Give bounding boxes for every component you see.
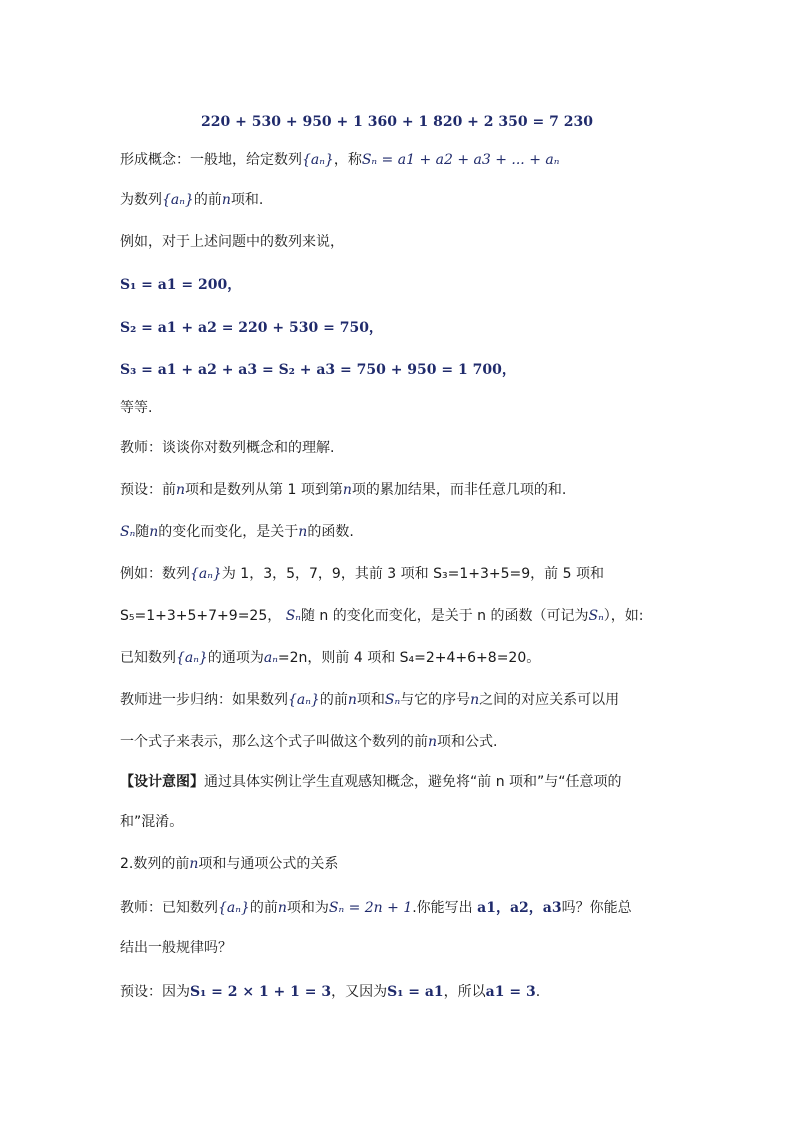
text: 项和 bbox=[356, 692, 385, 708]
design-intent-line-2: 和”混淆。 bbox=[120, 814, 184, 830]
text: 项和公式. bbox=[437, 734, 498, 750]
n-symbol: n bbox=[428, 734, 438, 750]
text: 2.数列的前 bbox=[120, 856, 190, 872]
etc-line: 等等. bbox=[120, 400, 153, 416]
sum-equation: 220 + 530 + 950 + 1 360 + 1 820 + 2 350 = 7 230 bbox=[201, 114, 593, 130]
n-symbol: n bbox=[347, 692, 357, 708]
text: 之间的对应关系可以用 bbox=[479, 692, 620, 708]
definition-line-2 bbox=[120, 190, 263, 210]
teacher-question-2-cont: 结出一般规律吗？ bbox=[120, 940, 232, 956]
example-line-2 bbox=[120, 606, 643, 626]
preset-line bbox=[120, 480, 566, 500]
text: 例如：数列 bbox=[120, 566, 190, 582]
example-intro: 例如，对于上述问题中的数列来说， bbox=[120, 234, 344, 250]
formula: a1 = 3 bbox=[485, 984, 536, 1000]
sequence-symbol: {aₙ} bbox=[218, 900, 250, 916]
text: 的通项为 bbox=[207, 650, 264, 666]
s2-equation: S₂ = a1 + a2 = 220 + 530 = 750， bbox=[120, 320, 383, 336]
n-symbol: n bbox=[221, 192, 231, 208]
an-symbol: aₙ bbox=[263, 650, 278, 666]
teacher-summary-2 bbox=[120, 732, 497, 752]
text: 项和为 bbox=[286, 900, 329, 916]
text: 的前 bbox=[249, 900, 278, 916]
n-symbol: n bbox=[342, 482, 352, 498]
text: 吗？你能总 bbox=[561, 900, 632, 916]
design-intent-label: 【设计意图】 bbox=[120, 774, 204, 790]
sequence-symbol: {aₙ} bbox=[190, 566, 222, 582]
function-line bbox=[120, 522, 354, 542]
text: 为 1，3，5，7，9，其前 3 项和 S₃=1+3+5=9，前 5 项和 bbox=[221, 566, 604, 582]
teacher-summary-1 bbox=[120, 690, 619, 710]
text: 一个式子来表示，那么这个式子叫做这个数列的前 bbox=[120, 734, 428, 750]
sn-symbol: Sₙ bbox=[120, 524, 136, 540]
text: . bbox=[535, 984, 541, 1000]
sn-symbol: Sₙ bbox=[285, 608, 301, 624]
teacher-question: 教师：谈谈你对数列概念和的理解. bbox=[120, 440, 335, 456]
s3-equation: S₃ = a1 + a2 + a3 = S₂ + a3 = 750 + 950 = 1 700， bbox=[120, 362, 516, 378]
example-line-3 bbox=[120, 648, 540, 668]
text: ），如: bbox=[603, 608, 644, 624]
text: 随 n 的变化而变化，是关于 n 的函数（可记为 bbox=[300, 608, 589, 624]
text: 的前 bbox=[193, 192, 222, 208]
text: ，又因为 bbox=[331, 984, 388, 1000]
text: 项的累加结果，而非任意几项的和. bbox=[351, 482, 567, 498]
sn-symbol: Sₙ bbox=[588, 608, 604, 624]
terms: a1，a2，a3 bbox=[477, 900, 562, 916]
s1-equation: S₁ = a1 = 200， bbox=[120, 277, 242, 293]
formula: S₁ = 2 × 1 + 1 = 3 bbox=[190, 984, 332, 1000]
text: 预设：因为 bbox=[120, 984, 190, 1000]
sequence-symbol: {aₙ} bbox=[162, 192, 194, 208]
text: 随 bbox=[135, 524, 150, 540]
sequence-symbol: {aₙ} bbox=[176, 650, 208, 666]
n-symbol: n bbox=[470, 692, 480, 708]
text: 的前 bbox=[319, 692, 348, 708]
sequence-symbol: {aₙ} bbox=[288, 692, 320, 708]
n-symbol: n bbox=[277, 900, 287, 916]
concept-definition-line bbox=[120, 150, 559, 170]
text: ，称 bbox=[333, 152, 362, 168]
design-intent-line-1 bbox=[120, 772, 622, 792]
text: 项和与通项公式的关系 bbox=[198, 856, 339, 872]
text: S₅=1+3+5+7+9=25， bbox=[120, 608, 282, 624]
text: 的函数. bbox=[307, 524, 354, 540]
text: 的变化而变化，是关于 bbox=[158, 524, 299, 540]
text: 与它的序号 bbox=[400, 692, 471, 708]
n-symbol: n bbox=[149, 524, 159, 540]
text: 通过具体实例让学生直观感知概念，避免将“前 n 项和”与“任意项的 bbox=[204, 774, 622, 790]
text: 项和. bbox=[230, 192, 264, 208]
n-symbol: n bbox=[298, 524, 308, 540]
text: 预设：前 bbox=[120, 482, 176, 498]
example-line-1 bbox=[120, 564, 604, 584]
text: 形成概念：一般地，给定数列 bbox=[120, 152, 302, 168]
text: .你能写出 bbox=[412, 900, 473, 916]
n-symbol: n bbox=[189, 856, 199, 872]
formula: S₁ = a1 bbox=[387, 984, 444, 1000]
teacher-question-2 bbox=[120, 898, 632, 918]
sequence-symbol: {aₙ} bbox=[302, 152, 334, 168]
sn-symbol: Sₙ bbox=[384, 692, 401, 708]
n-symbol: n bbox=[176, 482, 186, 498]
text: =2n，则前 4 项和 S₄=2+4+6+8=20。 bbox=[277, 650, 541, 666]
sum-formula: Sₙ = 2n + 1 bbox=[328, 900, 413, 916]
text: 已知数列 bbox=[120, 650, 176, 666]
sum-formula: Sₙ = a1 + a2 + a3 + ... + aₙ bbox=[361, 152, 560, 168]
preset-answer bbox=[120, 982, 540, 1002]
text: 教师：已知数列 bbox=[120, 900, 218, 916]
text: 为数列 bbox=[120, 192, 162, 208]
text: ，所以 bbox=[443, 984, 486, 1000]
text: 教师进一步归纳：如果数列 bbox=[120, 692, 288, 708]
text: 项和是数列从第 1 项到第 bbox=[185, 482, 343, 498]
section-heading bbox=[120, 854, 338, 874]
